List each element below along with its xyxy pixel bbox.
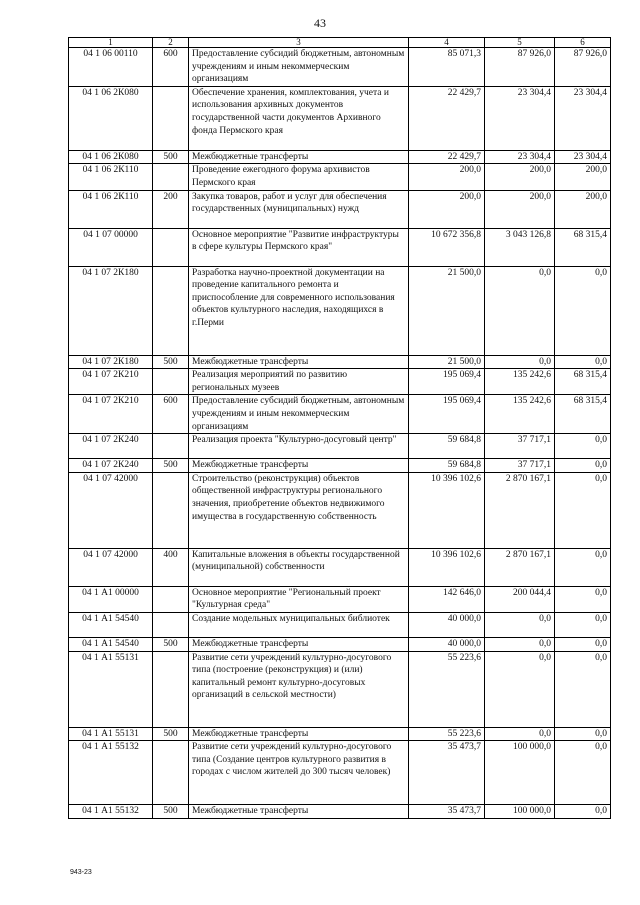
header-row — [69, 38, 611, 48]
item-name: Обеспечение хранения, комплектования, учета и использования архивных документов государственной части документов Архивного фонда Пермского края — [189, 86, 409, 150]
amount-col5: 0,0 — [485, 637, 555, 651]
expense-type-code: 500 — [153, 459, 189, 473]
amount-col6: 200,0 — [555, 190, 611, 228]
target-article-code: 04 1 06 00110 — [69, 48, 153, 87]
expense-type-code: 500 — [153, 150, 189, 164]
amount-col6: 87 926,0 — [555, 48, 611, 87]
amount-col6: 68 315,4 — [555, 369, 611, 395]
item-name: Межбюджетные трансферты — [189, 637, 409, 651]
amount-col4: 10 396 102,6 — [409, 548, 485, 586]
amount-col4: 10 396 102,6 — [409, 472, 485, 548]
expense-type-code: 400 — [153, 548, 189, 586]
expense-type-code: 600 — [153, 395, 189, 434]
amount-col5: 0,0 — [485, 355, 555, 369]
amount-col4: 59 684,8 — [409, 459, 485, 473]
target-article-code: 04 1 А1 54540 — [69, 612, 153, 637]
amount-col4: 195 069,4 — [409, 369, 485, 395]
footer-document-code: 943-23 — [70, 869, 92, 876]
expense-type-code — [153, 228, 189, 266]
amount-col6: 0,0 — [555, 472, 611, 548]
table-row — [69, 459, 611, 473]
amount-col5: 2 870 167,1 — [485, 472, 555, 548]
amount-col4: 40 000,0 — [409, 637, 485, 651]
amount-col5: 0,0 — [485, 612, 555, 637]
amount-col5: 0,0 — [485, 266, 555, 355]
amount-col6: 68 315,4 — [555, 228, 611, 266]
item-name: Межбюджетные трансферты — [189, 355, 409, 369]
page-number: 43 — [314, 16, 326, 30]
amount-col6: 0,0 — [555, 434, 611, 459]
target-article-code: 04 1 07 2К210 — [69, 369, 153, 395]
target-article-code: 04 1 07 00000 — [69, 228, 153, 266]
target-article-code: 04 1 07 2К240 — [69, 459, 153, 473]
column-header: 2 — [153, 38, 189, 48]
table-row — [69, 637, 611, 651]
expense-type-code: 500 — [153, 727, 189, 741]
target-article-code: 04 1 А1 54540 — [69, 637, 153, 651]
table-row — [69, 434, 611, 459]
amount-col6: 23 304,4 — [555, 150, 611, 164]
column-header: 3 — [189, 38, 409, 48]
amount-col6: 0,0 — [555, 355, 611, 369]
item-name: Развитие сети учреждений культурно-досугового типа (построение (реконструкция) и (или) капитальный ремонт культурно-досуговых организаций в сельской местности) — [189, 651, 409, 727]
table-row — [69, 612, 611, 637]
amount-col5: 100 000,0 — [485, 741, 555, 805]
expense-type-code: 500 — [153, 637, 189, 651]
target-article-code: 04 1 А1 55131 — [69, 651, 153, 727]
table-row — [69, 651, 611, 727]
table-row — [69, 805, 611, 819]
table-row — [69, 548, 611, 586]
amount-col6: 0,0 — [555, 651, 611, 727]
item-name: Межбюджетные трансферты — [189, 150, 409, 164]
expense-type-code: 600 — [153, 48, 189, 87]
item-name: Закупка товаров, работ и услуг для обеспечения государственных (муниципальных) нужд — [189, 190, 409, 228]
amount-col5: 37 717,1 — [485, 459, 555, 473]
table-row — [69, 86, 611, 150]
column-header: 6 — [555, 38, 611, 48]
amount-col5: 135 242,6 — [485, 395, 555, 434]
table-header — [69, 38, 611, 48]
item-name: Строительство (реконструкция) объектов общественной инфраструктуры регионального значения, приобретение объектов недвижимого имущества в государственную собственность — [189, 472, 409, 548]
table-row — [69, 164, 611, 190]
amount-col4: 40 000,0 — [409, 612, 485, 637]
amount-col6: 0,0 — [555, 612, 611, 637]
target-article-code: 04 1 07 42000 — [69, 548, 153, 586]
amount-col4: 21 500,0 — [409, 355, 485, 369]
target-article-code: 04 1 06 2К080 — [69, 86, 153, 150]
table-row — [69, 586, 611, 612]
item-name: Предоставление субсидий бюджетным, автономным учреждениям и иным некоммерческим организациям — [189, 395, 409, 434]
column-header: 1 — [69, 38, 153, 48]
expense-type-code: 500 — [153, 355, 189, 369]
budget-table — [68, 37, 611, 819]
expense-type-code — [153, 434, 189, 459]
table-row — [69, 472, 611, 548]
amount-col4: 21 500,0 — [409, 266, 485, 355]
target-article-code: 04 1 А1 55131 — [69, 727, 153, 741]
amount-col6: 0,0 — [555, 266, 611, 355]
amount-col4: 22 429,7 — [409, 150, 485, 164]
target-article-code: 04 1 А1 00000 — [69, 586, 153, 612]
target-article-code: 04 1 07 2К210 — [69, 395, 153, 434]
amount-col5: 0,0 — [485, 727, 555, 741]
item-name: Основное мероприятие "Региональный проект "Культурная среда" — [189, 586, 409, 612]
table-row — [69, 741, 611, 805]
target-article-code: 04 1 07 2К240 — [69, 434, 153, 459]
expense-type-code — [153, 164, 189, 190]
expense-type-code — [153, 369, 189, 395]
amount-col5: 200,0 — [485, 190, 555, 228]
item-name: Основное мероприятие "Развитие инфраструктуры в сфере культуры Пермского края" — [189, 228, 409, 266]
target-article-code: 04 1 06 2К110 — [69, 164, 153, 190]
table-row — [69, 150, 611, 164]
table-row — [69, 727, 611, 741]
amount-col6: 0,0 — [555, 637, 611, 651]
amount-col6: 23 304,4 — [555, 86, 611, 150]
amount-col5: 37 717,1 — [485, 434, 555, 459]
amount-col4: 22 429,7 — [409, 86, 485, 150]
amount-col4: 59 684,8 — [409, 434, 485, 459]
table-row — [69, 266, 611, 355]
item-name: Межбюджетные трансферты — [189, 727, 409, 741]
expense-type-code — [153, 472, 189, 548]
amount-col5: 23 304,4 — [485, 150, 555, 164]
amount-col5: 2 870 167,1 — [485, 548, 555, 586]
item-name: Создание модельных муниципальных библиотек — [189, 612, 409, 637]
amount-col6: 0,0 — [555, 727, 611, 741]
amount-col4: 195 069,4 — [409, 395, 485, 434]
expense-type-code — [153, 651, 189, 727]
expense-type-code — [153, 741, 189, 805]
column-header: 4 — [409, 38, 485, 48]
table-row — [69, 355, 611, 369]
amount-col4: 200,0 — [409, 164, 485, 190]
table-row — [69, 395, 611, 434]
amount-col4: 55 223,6 — [409, 651, 485, 727]
table-row — [69, 190, 611, 228]
table-row — [69, 369, 611, 395]
table-body — [69, 48, 611, 819]
amount-col5: 100 000,0 — [485, 805, 555, 819]
amount-col6: 0,0 — [555, 741, 611, 805]
expense-type-code: 200 — [153, 190, 189, 228]
target-article-code: 04 1 06 2К110 — [69, 190, 153, 228]
amount-col5: 87 926,0 — [485, 48, 555, 87]
expense-type-code: 500 — [153, 805, 189, 819]
amount-col5: 23 304,4 — [485, 86, 555, 150]
amount-col5: 200,0 — [485, 164, 555, 190]
target-article-code: 04 1 А1 55132 — [69, 805, 153, 819]
target-article-code: 04 1 А1 55132 — [69, 741, 153, 805]
amount-col4: 35 473,7 — [409, 805, 485, 819]
amount-col4: 35 473,7 — [409, 741, 485, 805]
amount-col5: 3 043 126,8 — [485, 228, 555, 266]
target-article-code: 04 1 07 42000 — [69, 472, 153, 548]
amount-col5: 200 044,4 — [485, 586, 555, 612]
column-header: 5 — [485, 38, 555, 48]
amount-col6: 0,0 — [555, 548, 611, 586]
amount-col6: 0,0 — [555, 586, 611, 612]
amount-col4: 85 071,3 — [409, 48, 485, 87]
item-name: Межбюджетные трансферты — [189, 459, 409, 473]
item-name: Межбюджетные трансферты — [189, 805, 409, 819]
amount-col4: 142 646,0 — [409, 586, 485, 612]
amount-col6: 0,0 — [555, 459, 611, 473]
amount-col4: 200,0 — [409, 190, 485, 228]
expense-type-code — [153, 612, 189, 637]
target-article-code: 04 1 06 2К080 — [69, 150, 153, 164]
target-article-code: 04 1 07 2К180 — [69, 266, 153, 355]
amount-col5: 135 242,6 — [485, 369, 555, 395]
expense-type-code — [153, 586, 189, 612]
amount-col4: 55 223,6 — [409, 727, 485, 741]
expense-type-code — [153, 266, 189, 355]
amount-col5: 0,0 — [485, 651, 555, 727]
amount-col6: 0,0 — [555, 805, 611, 819]
amount-col6: 68 315,4 — [555, 395, 611, 434]
table-row — [69, 48, 611, 87]
item-name: Реализация мероприятий по развитию региональных музеев — [189, 369, 409, 395]
item-name: Капитальные вложения в объекты государственной (муниципальной) собственности — [189, 548, 409, 586]
item-name: Проведение ежегодного форума архивистов Пермского края — [189, 164, 409, 190]
item-name: Предоставление субсидий бюджетным, автономным учреждениям и иным некоммерческим организациям — [189, 48, 409, 87]
table-row — [69, 228, 611, 266]
item-name: Развитие сети учреждений культурно-досугового типа (Создание центров культурного развития в городах с числом жителей до 300 тысяч человек) — [189, 741, 409, 805]
item-name: Разработка научно-проектной документации на проведение капитального ремонта и приспособление для современного использования объектов культурного наследия, находящихся в г.Перми — [189, 266, 409, 355]
expense-type-code — [153, 86, 189, 150]
item-name: Реализация проекта "Культурно-досуговый центр" — [189, 434, 409, 459]
amount-col4: 10 672 356,8 — [409, 228, 485, 266]
target-article-code: 04 1 07 2К180 — [69, 355, 153, 369]
amount-col6: 200,0 — [555, 164, 611, 190]
